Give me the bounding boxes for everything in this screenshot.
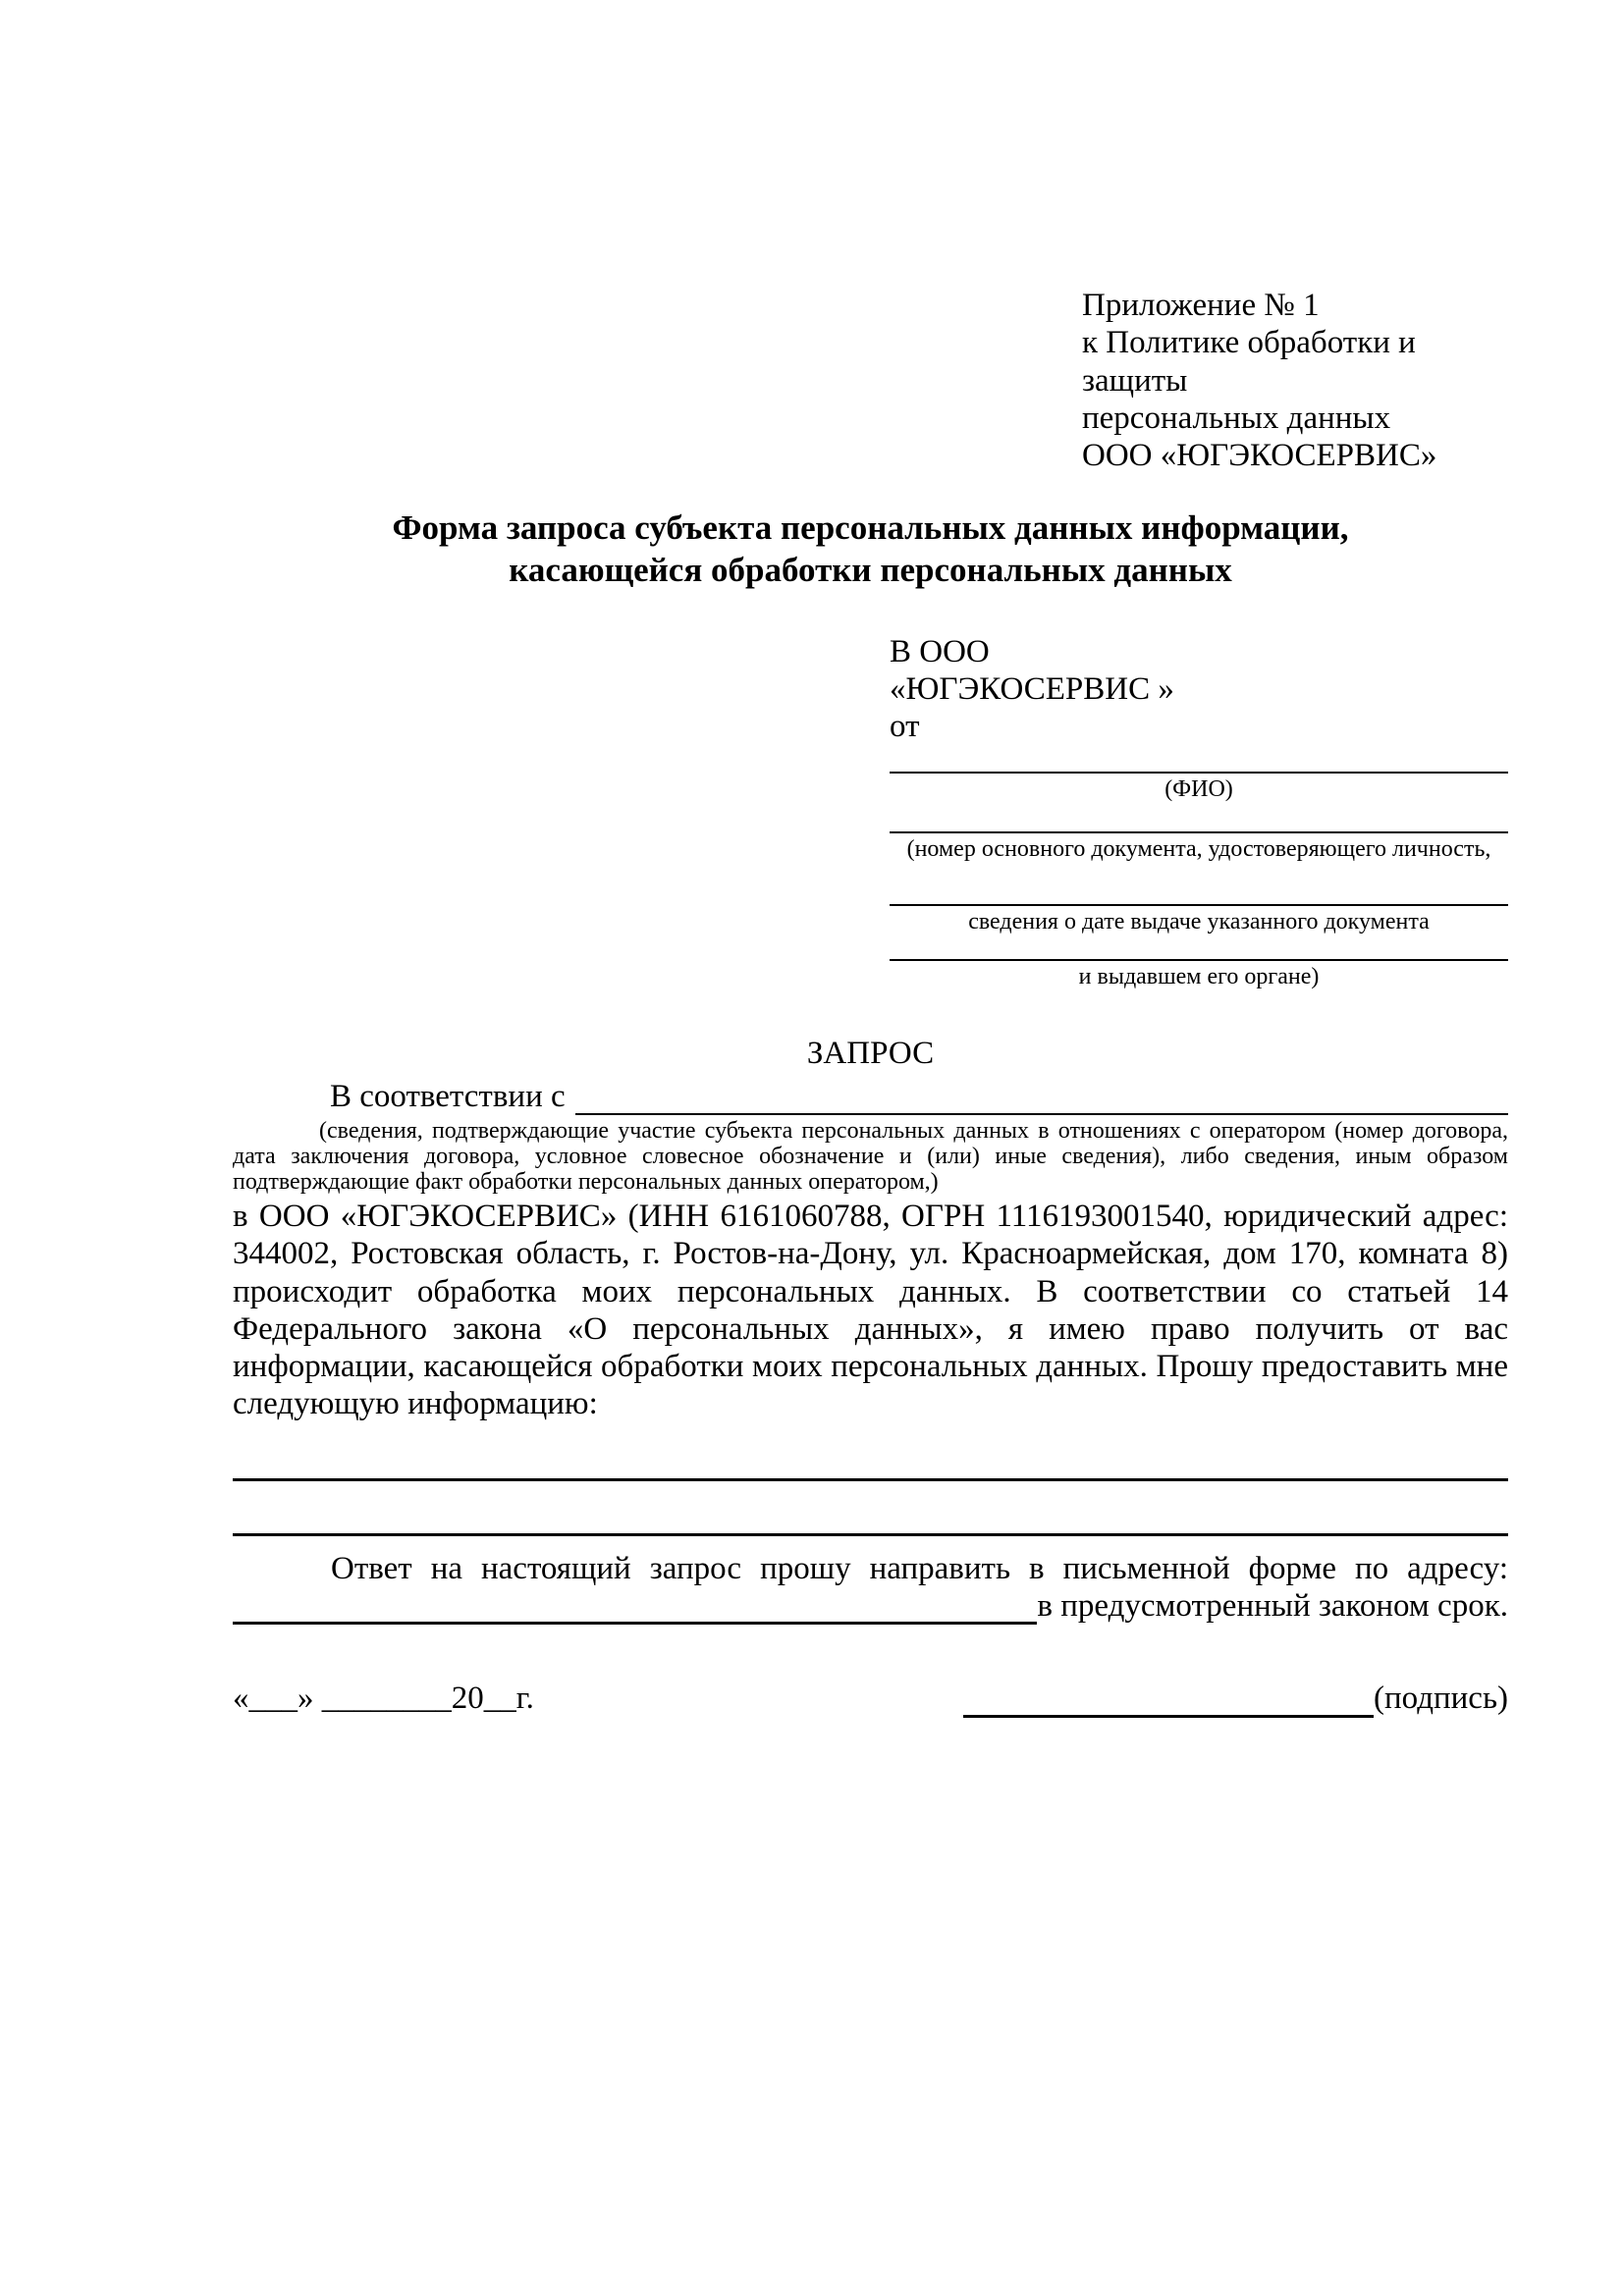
reply-deadline-text: в предусмотренный законом срок. [1037,1587,1508,1624]
issue-date-fill-line [890,864,1508,906]
document-number-fill-line [890,803,1508,833]
reply-address-row [233,1587,1508,1625]
info-fill-line-2 [233,1533,1508,1536]
info-fill-line-1 [233,1478,1508,1481]
issuing-authority-fill-line [890,935,1508,961]
basis-row [233,1078,1508,1115]
addressee-org-line-1: В ООО [890,633,990,669]
issuing-authority-caption: и выдавшем его органе) [1078,964,1320,990]
appendix-line-2: к Политике обработки и защиты [1082,325,1416,399]
fio-caption: (ФИО) [1164,775,1233,802]
basis-footnote: (сведения, подтверждающие участие субъекта персональных данных в отношениях с оператором (номер договора, дата заключения договора, условное словесное обозначение и (или) иные сведения), либо сведения, иным образом подтверждающие факт обработки персональных данных оператором,) [233,1118,1508,1196]
document-title-line-2: касающейся обработки персональных данных [509,551,1232,590]
basis-label: В соответствии с [330,1079,566,1115]
signature-fill-line [963,1685,1374,1718]
address-fill-line [233,1587,1037,1625]
appendix-line-4: ООО «ЮГЭКОСЕРВИС» [1082,438,1437,474]
date-blank-template: «___» ________20__г. [233,1681,534,1717]
reply-address-text: Ответ на настоящий запрос прошу направить в письменной форме по адресу: [331,1550,1508,1586]
addressee-block [890,633,1508,991]
request-heading: ЗАПРОС [806,1035,935,1071]
fio-fill-line [890,746,1508,774]
addressee-org-line-2: «ЮГЭКОСЕРВИС » [890,670,1174,707]
document-number-caption: (номер основного документа, удостоверяющего личность, [906,836,1491,863]
basis-fill-line [575,1078,1508,1115]
request-body-paragraph: в ООО «ЮГЭКОСЕРВИС» (ИНН 6161060788, ОГРН 1116193001540, юридический адрес: 344002, Ростовская область, г. Ростов-на-Дону, ул. Красноармейская, дом 170, комната 8) происходит обработка моих персональных данных. В соответствии со статьей 14 Федерального закона «О персональных данных», я имею право получить от вас информации, касающейся обработки моих персональных данных. Прошу предоставить мне следующую информацию: [233,1199,1508,1422]
signature-group [963,1680,1508,1717]
document-title [233,507,1508,591]
appendix-line-1: Приложение № 1 [1082,288,1320,323]
signature-row [233,1680,1508,1717]
issue-date-caption: сведения о дате выдаче указанного документа [968,908,1430,934]
addressee-from-label: от [890,709,920,745]
document-title-line-1: Форма запроса субъекта персональных данных информации, [392,508,1349,548]
signature-caption: (подпись) [1374,1681,1508,1717]
appendix-header [1082,287,1508,474]
appendix-line-3: персональных данных [1082,400,1391,436]
